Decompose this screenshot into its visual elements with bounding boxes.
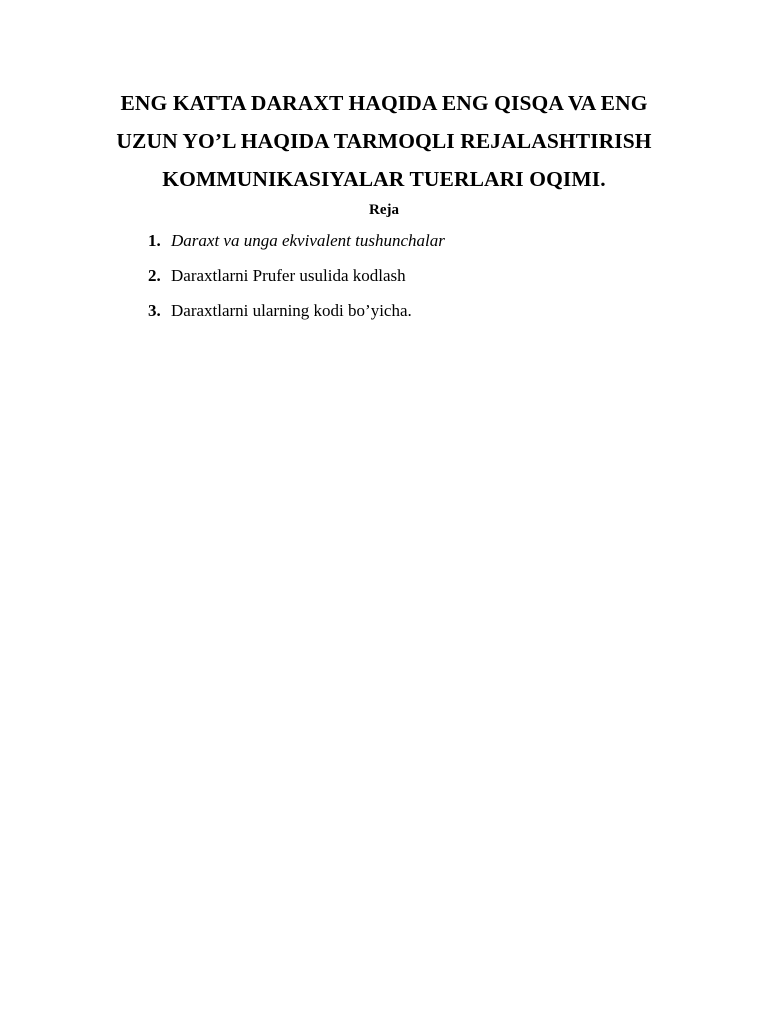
plan-list: [148, 228, 445, 333]
plan-item: [148, 298, 445, 333]
plan-item-number: 2.: [148, 266, 161, 285]
plan-heading: Reja: [369, 202, 399, 218]
plan-item-text: Daraxtlarni Prufer usulida kodlash: [171, 266, 406, 285]
plan-item: [148, 228, 445, 263]
plan-item-text: Daraxtlarni ularning kodi bo’yicha.: [171, 301, 412, 320]
plan-item-number: 1.: [148, 231, 161, 250]
document-title: ENG KATTA DARAXT HAQIDA ENG QISQA VA ENG UZUN YO’L HAQIDA TARMOQLI REJALASHTIRISH KOMMUNIKASIYALAR TUERLARI OQIMI.: [116, 91, 652, 191]
plan-item-number: 3.: [148, 301, 161, 320]
plan-item: [148, 263, 445, 298]
plan-item-text: Daraxt va unga ekvivalent tushunchalar: [171, 231, 445, 250]
